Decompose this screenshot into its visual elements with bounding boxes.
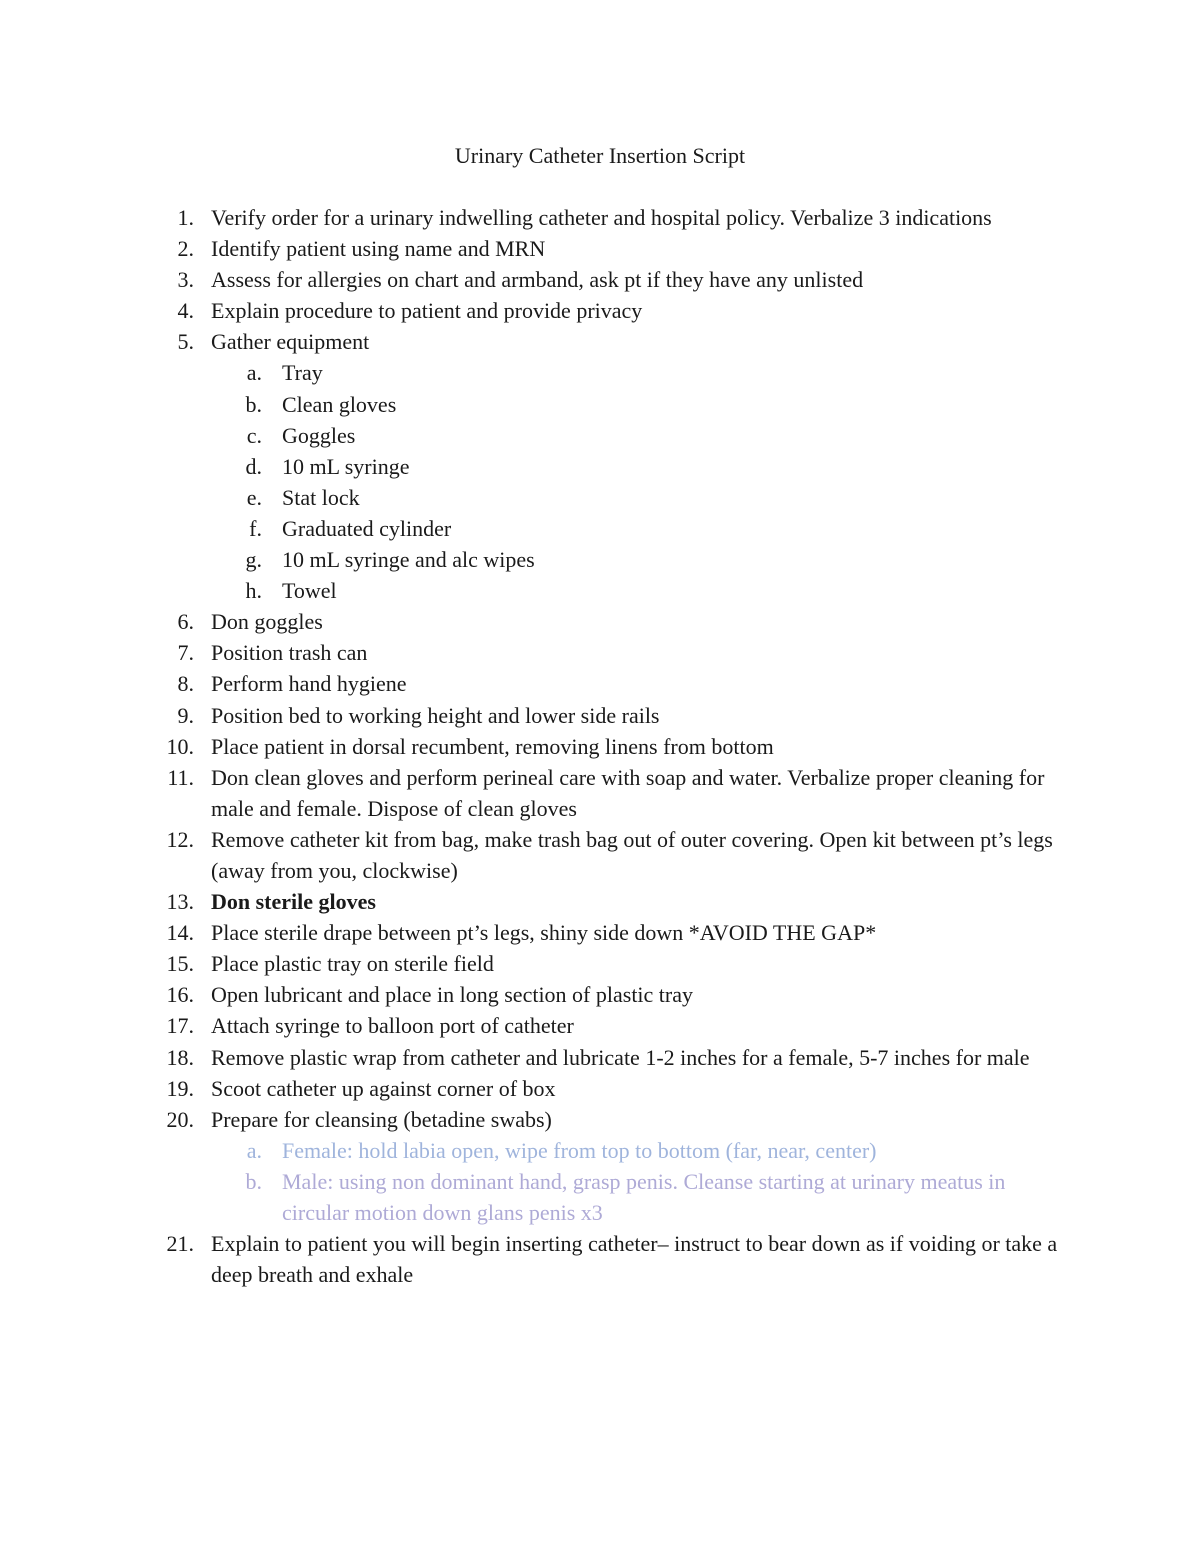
item-text: Towel (282, 578, 337, 604)
item-letter: c. (246, 422, 262, 448)
list-item (0, 824, 1200, 886)
list-item (0, 326, 1200, 357)
item-text: Gather equipment (211, 329, 370, 355)
item-text: 10 mL syringe (282, 453, 410, 479)
item-number: 14. (166, 920, 194, 946)
item-number: 11. (167, 764, 194, 790)
item-number: 7. (177, 640, 194, 666)
list-item (0, 606, 1200, 637)
sub-list-item-female (0, 1135, 1200, 1166)
item-text: Don sterile gloves (211, 889, 376, 915)
item-number: 5. (177, 329, 194, 355)
item-number: 3. (177, 267, 194, 293)
item-text: Explain procedure to patient and provide privacy (211, 298, 643, 324)
item-letter: f. (249, 515, 262, 541)
list-item (0, 731, 1200, 762)
item-letter: e. (246, 484, 262, 510)
list-item (0, 233, 1200, 264)
item-text: Place sterile drape between pt’s legs, shiny side down *AVOID THE GAP* (211, 920, 877, 946)
item-text: Don goggles (211, 609, 323, 635)
list-item (0, 202, 1200, 233)
item-text: Prepare for cleansing (betadine swabs) (211, 1106, 552, 1132)
item-text: Place plastic tray on sterile field (211, 951, 494, 977)
list-item (0, 1010, 1200, 1041)
item-text: Open lubricant and place in long section of plastic tray (211, 982, 694, 1008)
item-letter: b. (245, 391, 262, 417)
item-number: 17. (166, 1013, 194, 1039)
list-item (0, 1104, 1200, 1135)
sub-list-item (0, 420, 1200, 451)
item-number: 19. (166, 1075, 194, 1101)
item-letter: b. (245, 1168, 262, 1194)
list-item (0, 1073, 1200, 1104)
steps-list (0, 202, 1200, 1290)
item-number: 20. (166, 1106, 194, 1132)
list-item (0, 979, 1200, 1010)
item-text: Clean gloves (282, 391, 397, 417)
item-number: 6. (177, 609, 194, 635)
list-item (0, 295, 1200, 326)
item-text: Stat lock (282, 484, 360, 510)
list-item (0, 1042, 1200, 1073)
item-text: Tray (282, 360, 323, 386)
item-text: Position trash can (211, 640, 368, 666)
list-item (0, 886, 1200, 917)
item-letter: h. (245, 578, 262, 604)
item-number: 9. (177, 702, 194, 728)
list-item (0, 917, 1200, 948)
sub-list-item (0, 357, 1200, 388)
list-item (0, 637, 1200, 668)
page-title: Urinary Catheter Insertion Script (454, 143, 746, 168)
item-text: Graduated cylinder (282, 515, 452, 541)
item-text: Remove plastic wrap from catheter and lubricate 1-2 inches for a female, 5-7 inches for male (211, 1044, 1030, 1070)
item-text: Explain to patient you will begin inserting catheter– instruct to bear down as if voiding or take a deep breath and exhale (211, 1231, 1058, 1288)
item-number: 16. (166, 982, 194, 1008)
item-text: 10 mL syringe and alc wipes (282, 547, 535, 573)
sub-list-item (0, 482, 1200, 513)
item-letter: g. (245, 547, 262, 573)
item-letter: a. (246, 1137, 262, 1163)
item-text: Scoot catheter up against corner of box (211, 1075, 556, 1101)
item-number: 8. (177, 671, 194, 697)
item-letter: a. (246, 360, 262, 386)
item-text: Assess for allergies on chart and armband, ask pt if they have any unlisted (211, 267, 864, 293)
sub-list-item-male (0, 1166, 1200, 1228)
item-number: 1. (177, 205, 194, 230)
sub-list-item (0, 544, 1200, 575)
sub-list-item (0, 575, 1200, 606)
item-text: Female: hold labia open, wipe from top to bottom (far, near, center) (282, 1137, 877, 1163)
list-item (0, 668, 1200, 699)
item-number: 18. (166, 1044, 194, 1070)
item-text: Place patient in dorsal recumbent, removing linens from bottom (211, 733, 774, 759)
sub-list-item (0, 389, 1200, 420)
item-number: 15. (166, 951, 194, 977)
list-item (0, 762, 1200, 824)
item-text: Male: using non dominant hand, grasp penis. Cleanse starting at urinary meatus in circular motion down glans penis x3 (282, 1168, 1006, 1225)
item-number: 2. (177, 236, 194, 262)
item-text: Remove catheter kit from bag, make trash bag out of outer covering. Open kit between pt’s legs (away from you, clockwise) (211, 826, 1053, 883)
list-item (0, 1228, 1200, 1290)
list-item (0, 700, 1200, 731)
sub-list-item (0, 513, 1200, 544)
item-number: 4. (177, 298, 194, 324)
item-text: Position bed to working height and lower side rails (211, 702, 660, 728)
list-item (0, 264, 1200, 295)
item-number: 21. (166, 1231, 194, 1257)
item-text: Perform hand hygiene (211, 671, 407, 697)
item-letter: d. (245, 453, 262, 479)
list-item (0, 948, 1200, 979)
item-text: Identify patient using name and MRN (211, 236, 546, 262)
item-number: 12. (166, 826, 194, 852)
item-text: Verify order for a urinary indwelling catheter and hospital policy. Verbalize 3 indications (211, 205, 992, 230)
item-text: Attach syringe to balloon port of catheter (211, 1013, 574, 1039)
item-number: 10. (166, 733, 194, 759)
item-text: Goggles (282, 422, 356, 448)
item-text: Don clean gloves and perform perineal care with soap and water. Verbalize proper cleaning for male and female. Dispose of clean gloves (211, 764, 1045, 821)
item-number: 13. (166, 889, 194, 915)
sub-list-item (0, 451, 1200, 482)
